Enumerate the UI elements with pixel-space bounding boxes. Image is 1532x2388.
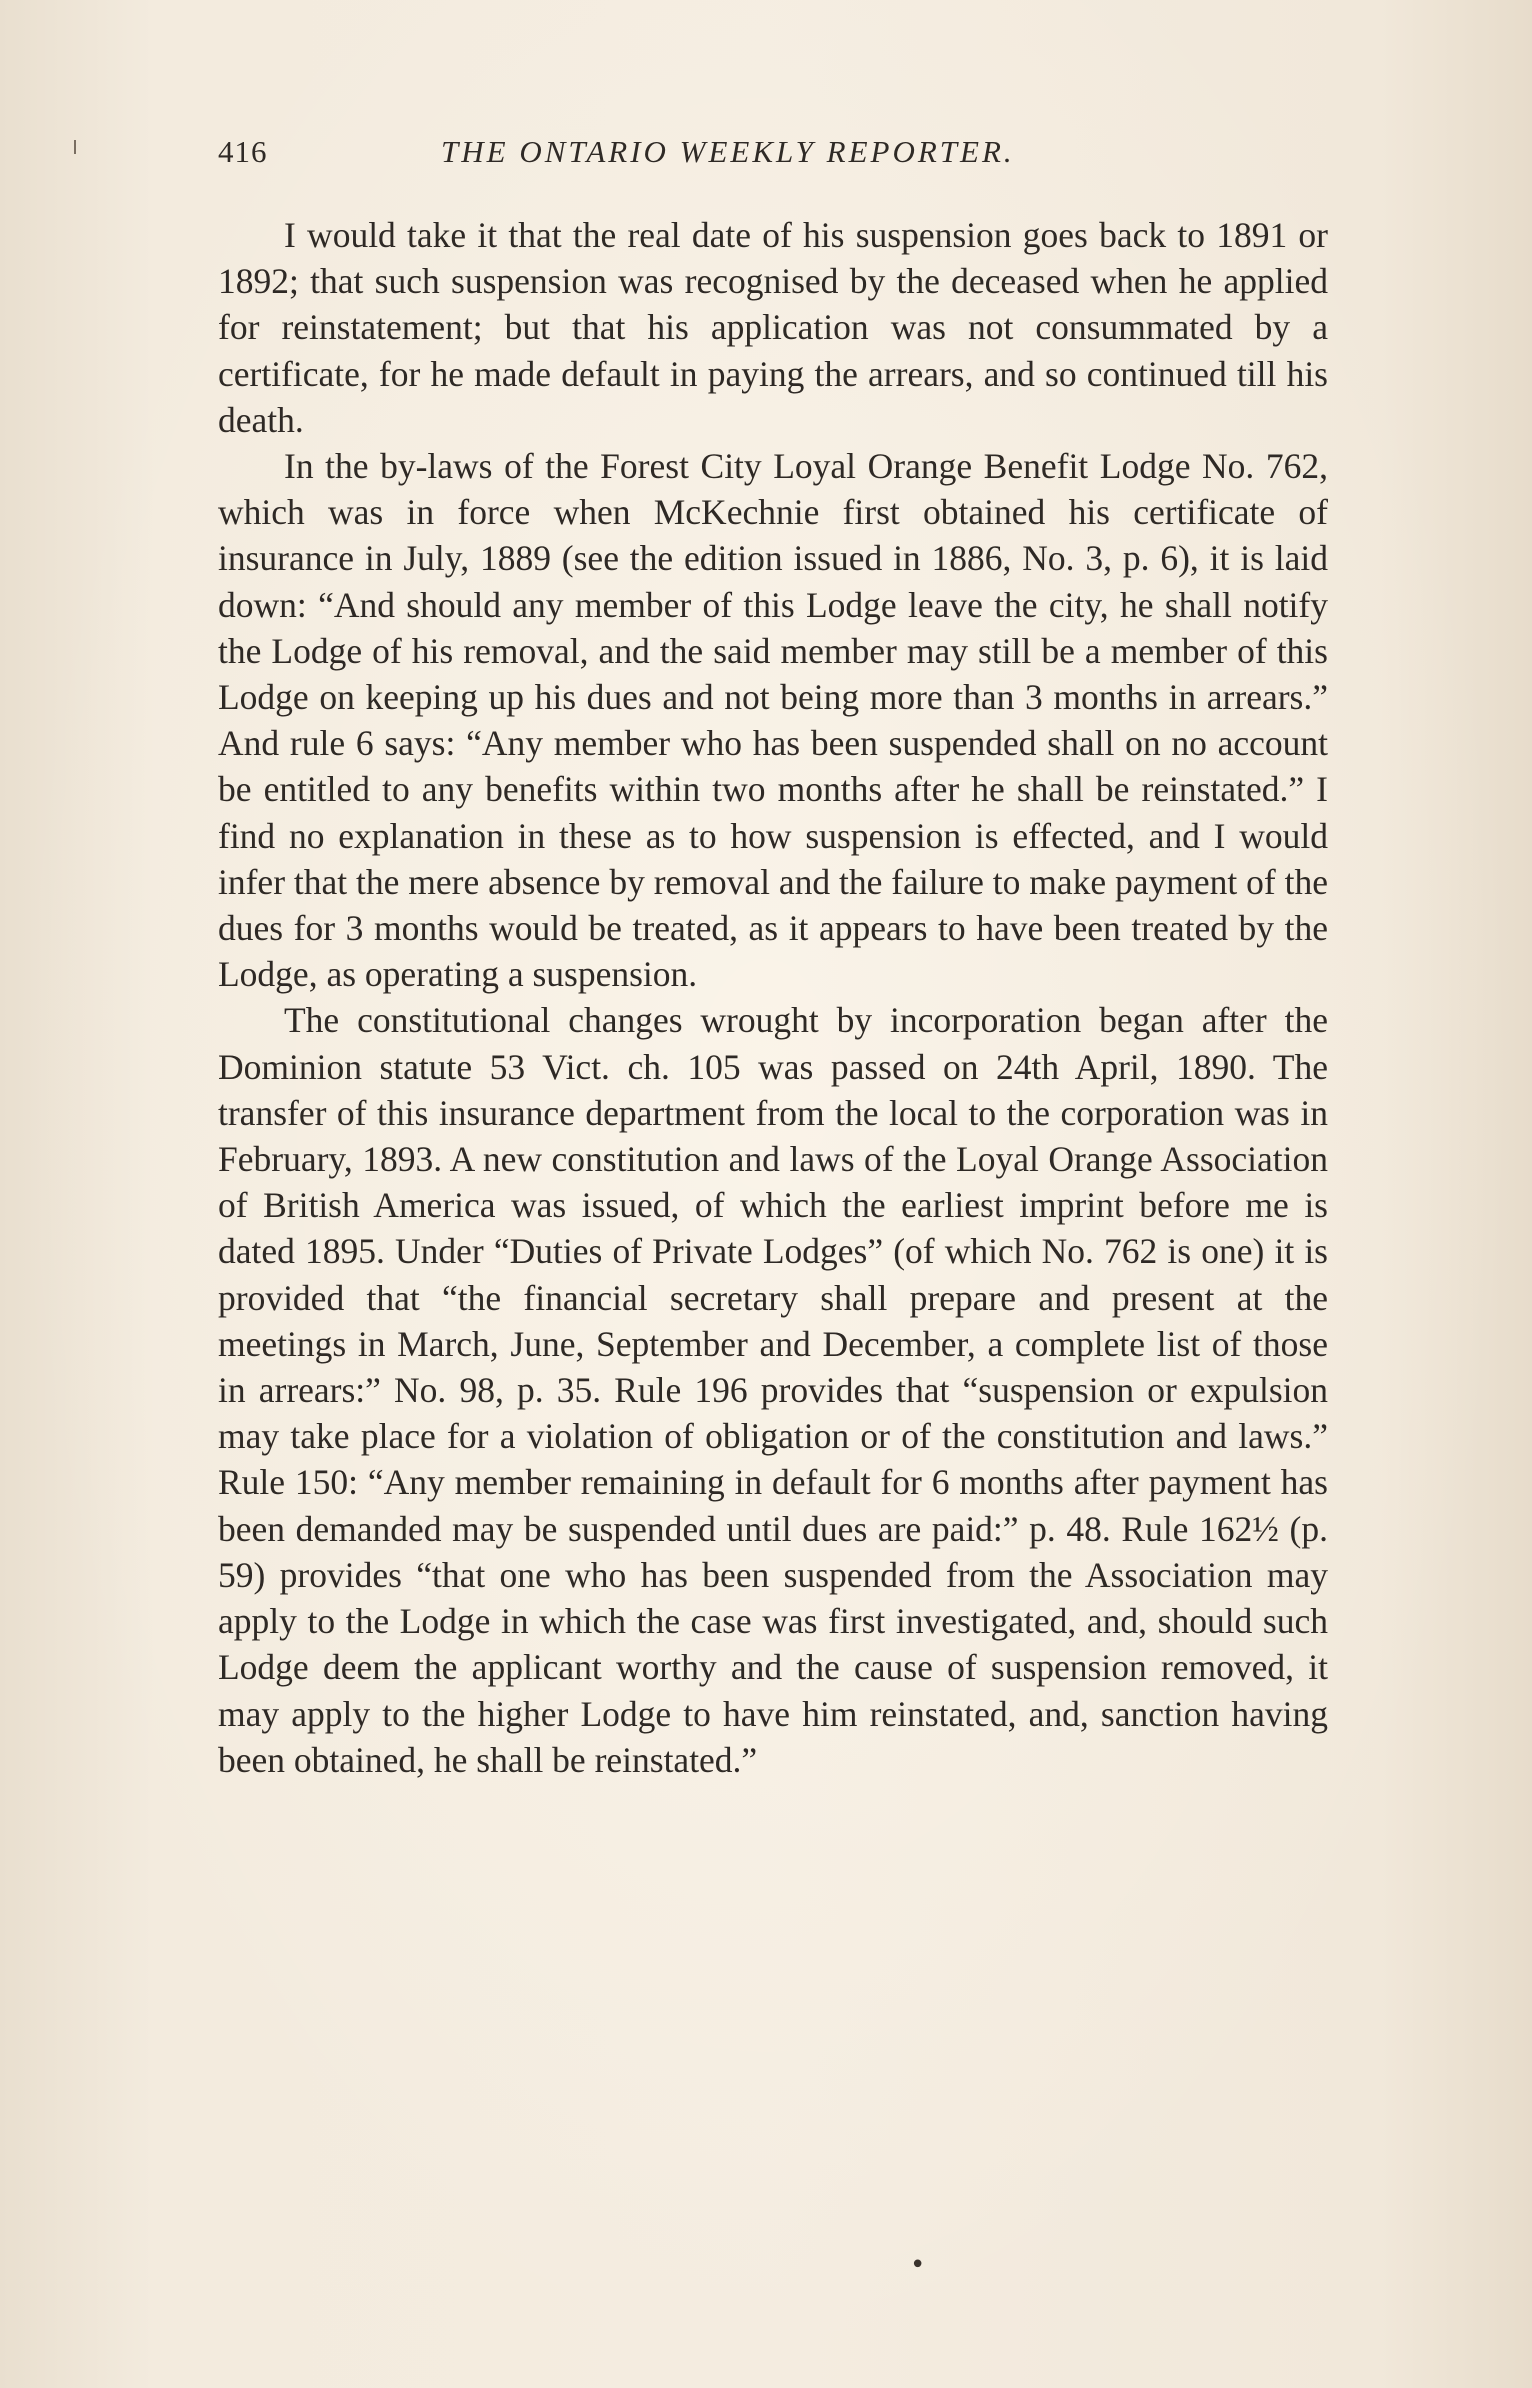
margin-mark: [74, 140, 76, 154]
body-text: [218, 212, 1328, 1783]
paragraph-constitutional-changes: The constitutional changes wrought by incorporation began after the Dominion statute 53 Vict. ch. 105 was passed on 24th April, 1890. The transfer of this insurance department from the local to the corporation was in February, 1893. A new constitution and laws of the Loyal Orange Association of British America was issued, of which the earliest imprint before me is dated 1895. Under “Duties of Private Lodges” (of which No. 762 is one) it is provided that “the financial secretary shall prepare and present at the meetings in March, June, September and December, a complete list of those in arrears:” No. 98, p. 35. Rule 196 provides that “suspension or expulsion may take place for a violation of obligation or of the constitution and laws.” Rule 150: “Any member remaining in default for 6 months after payment has been demanded may be suspended until dues are paid:” p. 48. Rule 162½ (p. 59) provides “that one who has been suspended from the Association may apply to the Lodge in which the case was first investigated, and, should such Lodge deem the applicant worthy and the cause of suspension removed, it may apply to the higher Lodge to have him reinstated, and, sanction having been obtained, he shall be reinstated.”: [218, 1000, 1328, 1780]
journal-title: THE ONTARIO WEEKLY REPORTER.: [441, 134, 1015, 169]
paragraph-by-laws: In the by-laws of the Forest City Loyal Orange Benefit Lodge No. 762, which was in force when McKechnie first obtained his certificate of insurance in July, 1889 (see the edition issued in 1886, No. 3, p. 6), it is laid down: “And should any member of this Lodge leave the city, he shall notify the Lodge of his removal, and the said member may still be a member of this Lodge on keeping up his dues and not being more than 3 months in arrears.” And rule 6 says: “Any member who has been suspended shall on no account be entitled to any benefits within two months after he shall be reinstated.” I find no explanation in these as to how suspension is effected, and I would infer that the mere absence by removal and the failure to make payment of the dues for 3 months would be treated, as it appears to have been treated by the Lodge, as operating a suspension.: [218, 446, 1328, 995]
page-number: 416: [218, 134, 268, 169]
paragraph-suspension-date: I would take it that the real date of his suspension goes back to 1891 or 1892; that such suspension was recognised by the deceased when he applied for reinstatement; but that his application was not consummated by a certificate, for he made default in paying the arrears, and so continued till his death.: [218, 215, 1328, 440]
ink-speck: •: [910, 2250, 926, 2280]
running-head: [218, 128, 1328, 178]
